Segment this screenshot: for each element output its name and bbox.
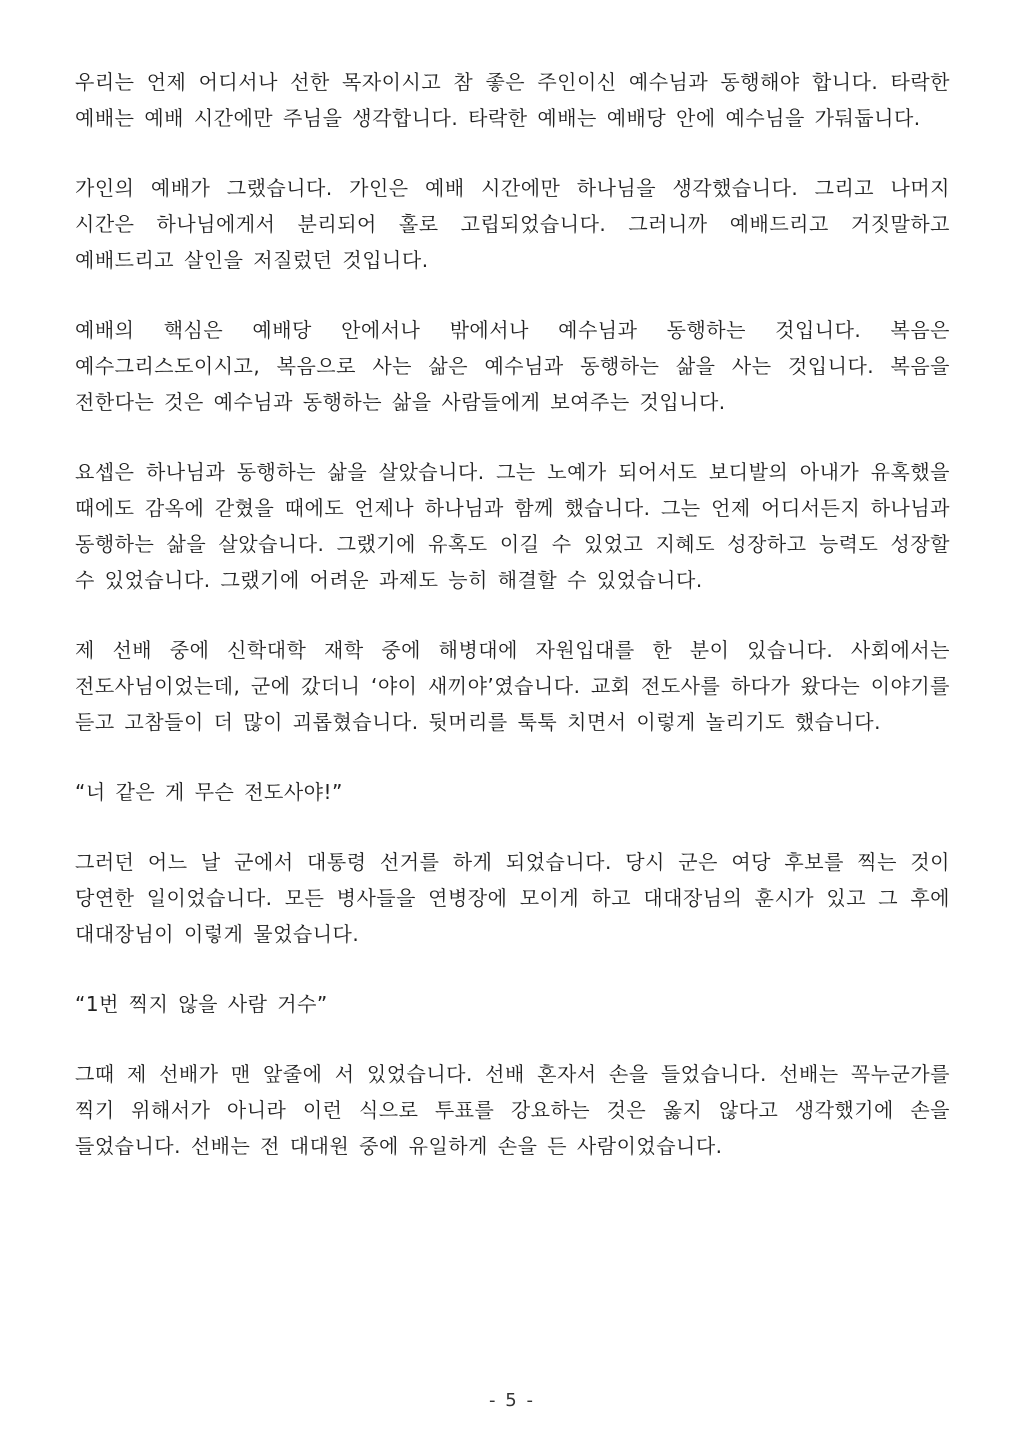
paragraph: 요셉은 하나님과 동행하는 삶을 살았습니다. 그는 노예가 되어서도 보디발의 아내가 유혹했을 때에도 감옥에 갇혔을 때에도 언제나 하나님과 함께 했습니다. 그는 언제 어디서든지 하나님과 동행하는 삶을 살았습니다. 그랬기에 유혹도 이길 수 있었고 지혜도 성장하고 능력도 성장할 수 있었습니다. 그랬기에 어려운 과제도 능히 해결할 수 있었습니다. [75, 460, 950, 592]
paragraph: 그때 제 선배가 맨 앞줄에 서 있었습니다. 선배 혼자서 손을 들었습니다. 선배는 꼭누군가를 찍기 위해서가 아니라 이런 식으로 투표를 강요하는 것은 옳지 않다고 생각했기에 손을 들었습니다. 선배는 전 대대원 중에 유일하게 손을 든 사람이었습니다. [75, 1062, 950, 1158]
paragraph: 가인의 예배가 그랬습니다. 가인은 예배 시간에만 하나님을 생각했습니다. 그리고 나머지 시간은 하나님에게서 분리되어 홀로 고립되었습니다. 그러니까 예배드리고 거짓말하고 예배드리고 살인을 저질렀던 것입니다. [75, 176, 950, 272]
paragraph: 그러던 어느 날 군에서 대통령 선거를 하게 되었습니다. 당시 군은 여당 후보를 찍는 것이 당연한 일이었습니다. 모든 병사들을 연병장에 모이게 하고 대대장님의 훈시가 있고 그 후에 대대장님이 이렇게 물었습니다. [75, 850, 950, 946]
body-text [75, 64, 950, 1198]
paragraph: 예배의 핵심은 예배당 안에서나 밖에서나 예수님과 동행하는 것입니다. 복음은 예수그리스도이시고, 복음으로 사는 삶은 예수님과 동행하는 삶을 사는 것입니다. 복음을 전한다는 것은 예수님과 동행하는 삶을 사람들에게 보여주는 것입니다. [75, 318, 950, 414]
quote-paragraph: “1번 찍지 않을 사람 거수” [75, 992, 328, 1016]
paragraph: 제 선배 중에 신학대학 재학 중에 해병대에 자원입대를 한 분이 있습니다. 사회에서는 전도사님이었는데, 군에 갔더니 ‘야이 새끼야’였습니다. 교회 전도사를 하다가 왔다는 이야기를 듣고 고참들이 더 많이 괴롭혔습니다. 뒷머리를 툭툭 치면서 이렇게 놀리기도 했습니다. [75, 638, 950, 734]
quote-paragraph: “너 같은 게 무슨 전도사야!” [75, 780, 343, 804]
paragraph: 우리는 언제 어디서나 선한 목자이시고 참 좋은 주인이신 예수님과 동행해야 합니다. 타락한 예배는 예배 시간에만 주님을 생각합니다. 타락한 예배는 예배당 안에 예수님을 가둬둡니다. [75, 70, 950, 130]
page-number: - 5 - [489, 1390, 535, 1411]
